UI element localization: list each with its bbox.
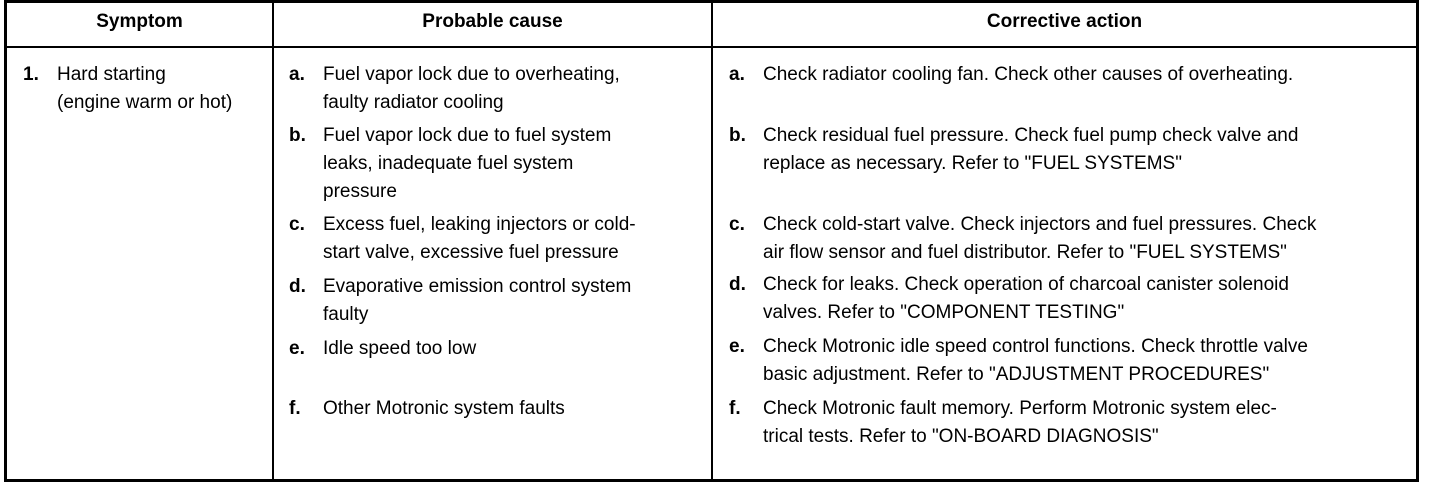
- header-probable-cause: Probable cause: [422, 11, 563, 32]
- symptom-number: 1.: [23, 64, 39, 85]
- cause-text: Fuel vapor lock due to fuel system leaks, inadequate fuel system pressure: [323, 125, 612, 202]
- header-symptom: Symptom: [96, 11, 183, 32]
- column-divider-1: [272, 3, 274, 479]
- troubleshooting-table: [4, 0, 1419, 482]
- cause-text: Evaporative emission control system faulty: [323, 276, 632, 325]
- cause-item-f: [289, 395, 565, 423]
- cause-letter: d.: [289, 276, 306, 297]
- symptom-item: [23, 61, 232, 117]
- action-letter: c.: [729, 214, 745, 235]
- action-letter: b.: [729, 125, 746, 146]
- action-letter: f.: [729, 398, 741, 419]
- cause-item-c: [289, 211, 636, 267]
- column-divider-2: [711, 3, 713, 479]
- cause-text: Excess fuel, leaking injectors or cold- start valve, excessive fuel pressure: [323, 214, 636, 263]
- action-item-c: [729, 211, 1316, 267]
- action-item-d: [729, 271, 1289, 327]
- symptom-text: Hard starting (engine warm or hot): [57, 64, 233, 113]
- action-text: Check Motronic idle speed control functions. Check throttle valve basic adjustment. Refer to "ADJUSTMENT PROCEDURES": [763, 336, 1308, 385]
- cause-item-d: [289, 273, 631, 329]
- header-divider: [7, 46, 1416, 48]
- action-text: Check cold-start valve. Check injectors and fuel pressures. Check air flow sensor and fuel distributor. Refer to "FUEL SYSTEMS": [763, 214, 1317, 263]
- action-item-a: [729, 61, 1293, 89]
- header-corrective-action: Corrective action: [986, 11, 1143, 32]
- cause-text: Other Motronic system faults: [323, 398, 565, 419]
- action-text: Check Motronic fault memory. Perform Motronic system elec- trical tests. Refer to "ON-BOARD DIAGNOSIS": [763, 398, 1277, 447]
- action-item-e: [729, 333, 1308, 389]
- action-letter: a.: [729, 64, 745, 85]
- cause-letter: a.: [289, 64, 305, 85]
- action-item-f: [729, 395, 1277, 451]
- cause-text: Idle speed too low: [323, 338, 477, 359]
- cause-item-e: [289, 335, 476, 363]
- cause-item-b: [289, 122, 611, 206]
- cause-letter: e.: [289, 338, 305, 359]
- cause-item-a: [289, 61, 620, 117]
- cause-letter: c.: [289, 214, 305, 235]
- cause-letter: b.: [289, 125, 306, 146]
- action-item-b: [729, 122, 1298, 178]
- action-text: Check residual fuel pressure. Check fuel pump check valve and replace as necessary. Refer to "FUEL SYSTEMS": [763, 125, 1299, 174]
- action-text: Check for leaks. Check operation of charcoal canister solenoid valves. Refer to "COMPONENT TESTING": [763, 274, 1289, 323]
- cause-text: Fuel vapor lock due to overheating, faulty radiator cooling: [323, 64, 620, 113]
- action-text: Check radiator cooling fan. Check other causes of overheating.: [763, 64, 1294, 85]
- cause-letter: f.: [289, 398, 301, 419]
- action-letter: d.: [729, 274, 746, 295]
- action-letter: e.: [729, 336, 745, 357]
